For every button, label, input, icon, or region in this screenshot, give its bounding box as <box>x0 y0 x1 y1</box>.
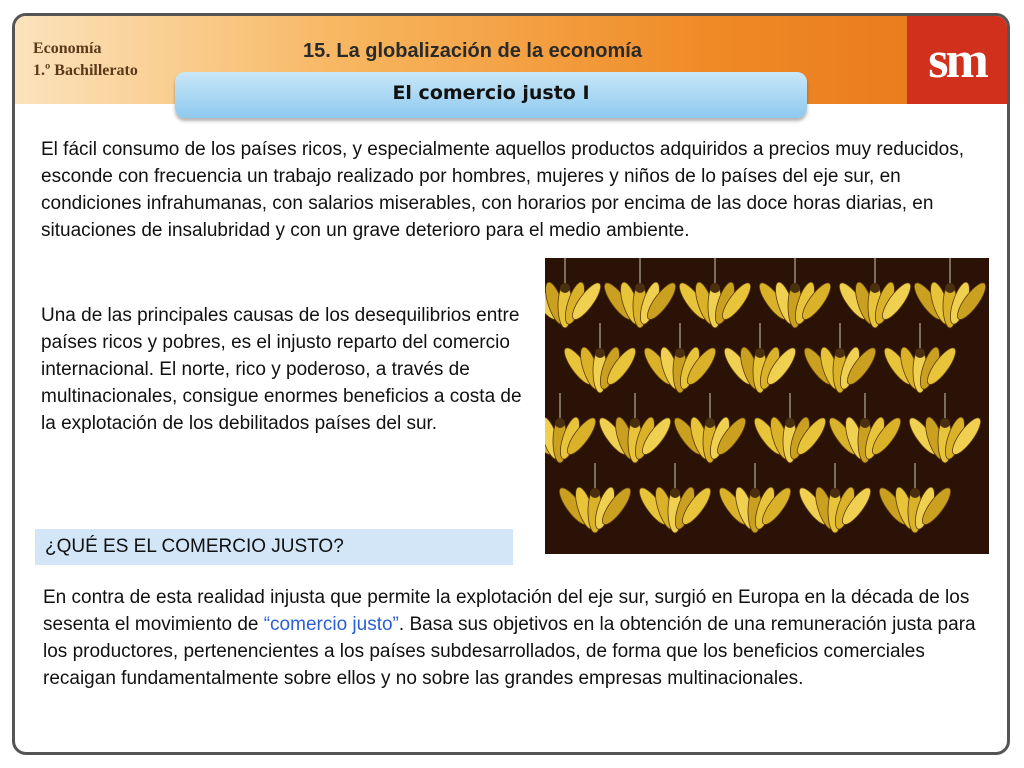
section-tab <box>175 72 807 118</box>
bananas-photo <box>545 258 989 554</box>
section-title: El comercio justo I <box>392 82 590 104</box>
subject-name: Economía <box>33 40 102 57</box>
fair-trade-text-start: En contra de esta realidad injusta que permite la explotación del eje sur, surgió en Europa en la década de los sesenta el movimiento de <box>43 587 970 635</box>
unit-title: 15. La globalización de la economía <box>303 40 642 62</box>
intro-paragraph: El fácil consumo de los países ricos, y especialmente aquellos productos adquiridos a precios muy reducidos, esconde con frecuencia un trabajo realizado por hombres, mujeres y niños de lo países del eje sur, en condiciones infrahumanas, con salarios miserables, con horarios por encima de las doce horas diarias, en situaciones de insalubridad y con un grave deterioro para el medio ambiente. <box>41 139 965 241</box>
question-heading: ¿QUÉ ES EL COMERCIO JUSTO? <box>45 536 344 557</box>
fair-trade-paragraph <box>43 584 993 692</box>
fair-trade-text-end: . Basa sus objetivos en la obtención de una remuneración justa para los productores, pertenencientes a los países subdesarrollados, de forma que los beneficios comerciales recaigan fundamentalmente sobre ellos y no sobre las grandes empresas multinacionales. <box>43 614 976 689</box>
question-box <box>35 529 513 565</box>
slide-frame <box>12 13 1010 755</box>
subject-label <box>33 38 138 82</box>
causes-paragraph: Una de las principales causas de los desequilibrios entre países ricos y pobres, es el injusto reparto del comercio internacional. El norte, rico y poderoso, a través de multinacionales, consigue enormes beneficios a costa de la explotación de los debilitados países del sur. <box>41 305 522 434</box>
bananas-illustration <box>545 258 989 554</box>
course-level: 1.º Bachillerato <box>33 62 138 79</box>
publisher-logo: sm <box>907 16 1007 104</box>
fair-trade-term: “comercio justo” <box>263 614 399 635</box>
